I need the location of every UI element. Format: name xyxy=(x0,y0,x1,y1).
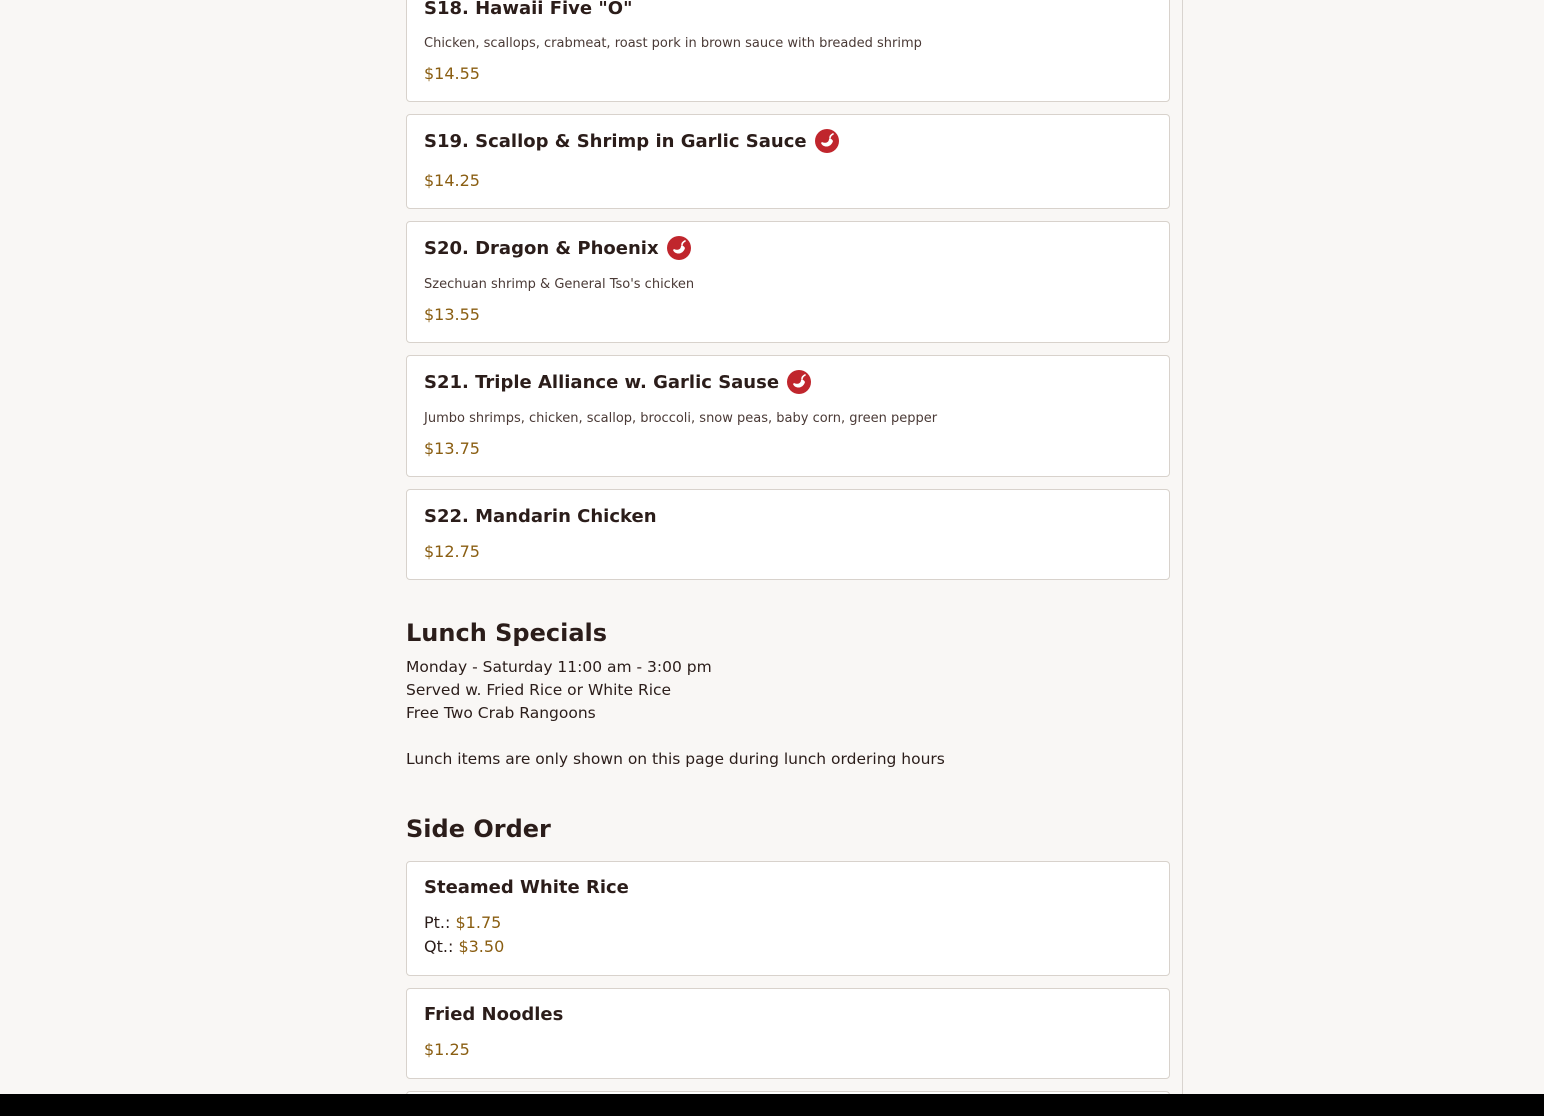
size-option-quart xyxy=(424,937,504,956)
item-title: S19. Scallop & Shrimp in Garlic Sauce xyxy=(424,130,807,152)
section-title-side-order: Side Order xyxy=(406,815,551,843)
item-description: Szechuan shrimp & General Tso's chicken xyxy=(424,277,695,292)
size-price: $3.50 xyxy=(458,937,505,956)
item-price: $13.75 xyxy=(424,439,480,458)
menu-item-s18[interactable] xyxy=(406,0,1170,102)
chili-pepper-icon xyxy=(787,370,811,394)
item-price: $14.25 xyxy=(424,171,480,190)
item-title: S21. Triple Alliance w. Garlic Sause xyxy=(424,371,780,393)
menu-item-s21[interactable] xyxy=(406,355,1170,477)
item-price: $14.55 xyxy=(424,64,480,83)
menu-item-s22[interactable] xyxy=(406,489,1170,580)
lunch-availability-note: Lunch items are only shown on this page during lunch ordering hours xyxy=(406,750,945,768)
item-title-row xyxy=(424,236,691,260)
lunch-hours: Monday - Saturday 11:00 am - 3:00 pm xyxy=(406,658,712,676)
item-title: Fried Noodles xyxy=(424,1004,564,1025)
size-label: Qt.: xyxy=(424,937,454,956)
column-divider xyxy=(1182,0,1183,1094)
menu-item-s20[interactable] xyxy=(406,221,1170,343)
size-option-pint xyxy=(424,913,501,932)
item-price: $1.25 xyxy=(424,1040,470,1059)
chili-pepper-icon xyxy=(667,236,691,260)
menu-item-s19[interactable] xyxy=(406,114,1170,209)
size-label: Pt.: xyxy=(424,913,451,932)
lunch-free-note: Free Two Crab Rangoons xyxy=(406,704,596,722)
item-title: S18. Hawaii Five "O" xyxy=(424,0,633,19)
item-description: Chicken, scallops, crabmeat, roast pork in brown sauce with breaded shrimp xyxy=(424,36,922,51)
item-price: $13.55 xyxy=(424,305,480,324)
item-description: Jumbo shrimps, chicken, scallop, broccoli, snow peas, baby corn, green pepper xyxy=(424,411,938,426)
chili-pepper-icon xyxy=(815,129,839,153)
menu-item-steamed-white-rice[interactable] xyxy=(406,861,1170,976)
lunch-rice-note: Served w. Fried Rice or White Rice xyxy=(406,681,672,699)
menu-item-fried-noodles[interactable] xyxy=(406,988,1170,1079)
item-title-row xyxy=(424,129,839,153)
size-price: $1.75 xyxy=(455,913,502,932)
item-title: S22. Mandarin Chicken xyxy=(424,506,657,527)
bottom-bar xyxy=(0,1094,1544,1116)
item-title: S20. Dragon & Phoenix xyxy=(424,237,659,259)
item-title: Steamed White Rice xyxy=(424,877,629,898)
item-price: $12.75 xyxy=(424,542,480,561)
item-title-row xyxy=(424,370,811,394)
section-title-lunch-specials: Lunch Specials xyxy=(406,619,608,647)
